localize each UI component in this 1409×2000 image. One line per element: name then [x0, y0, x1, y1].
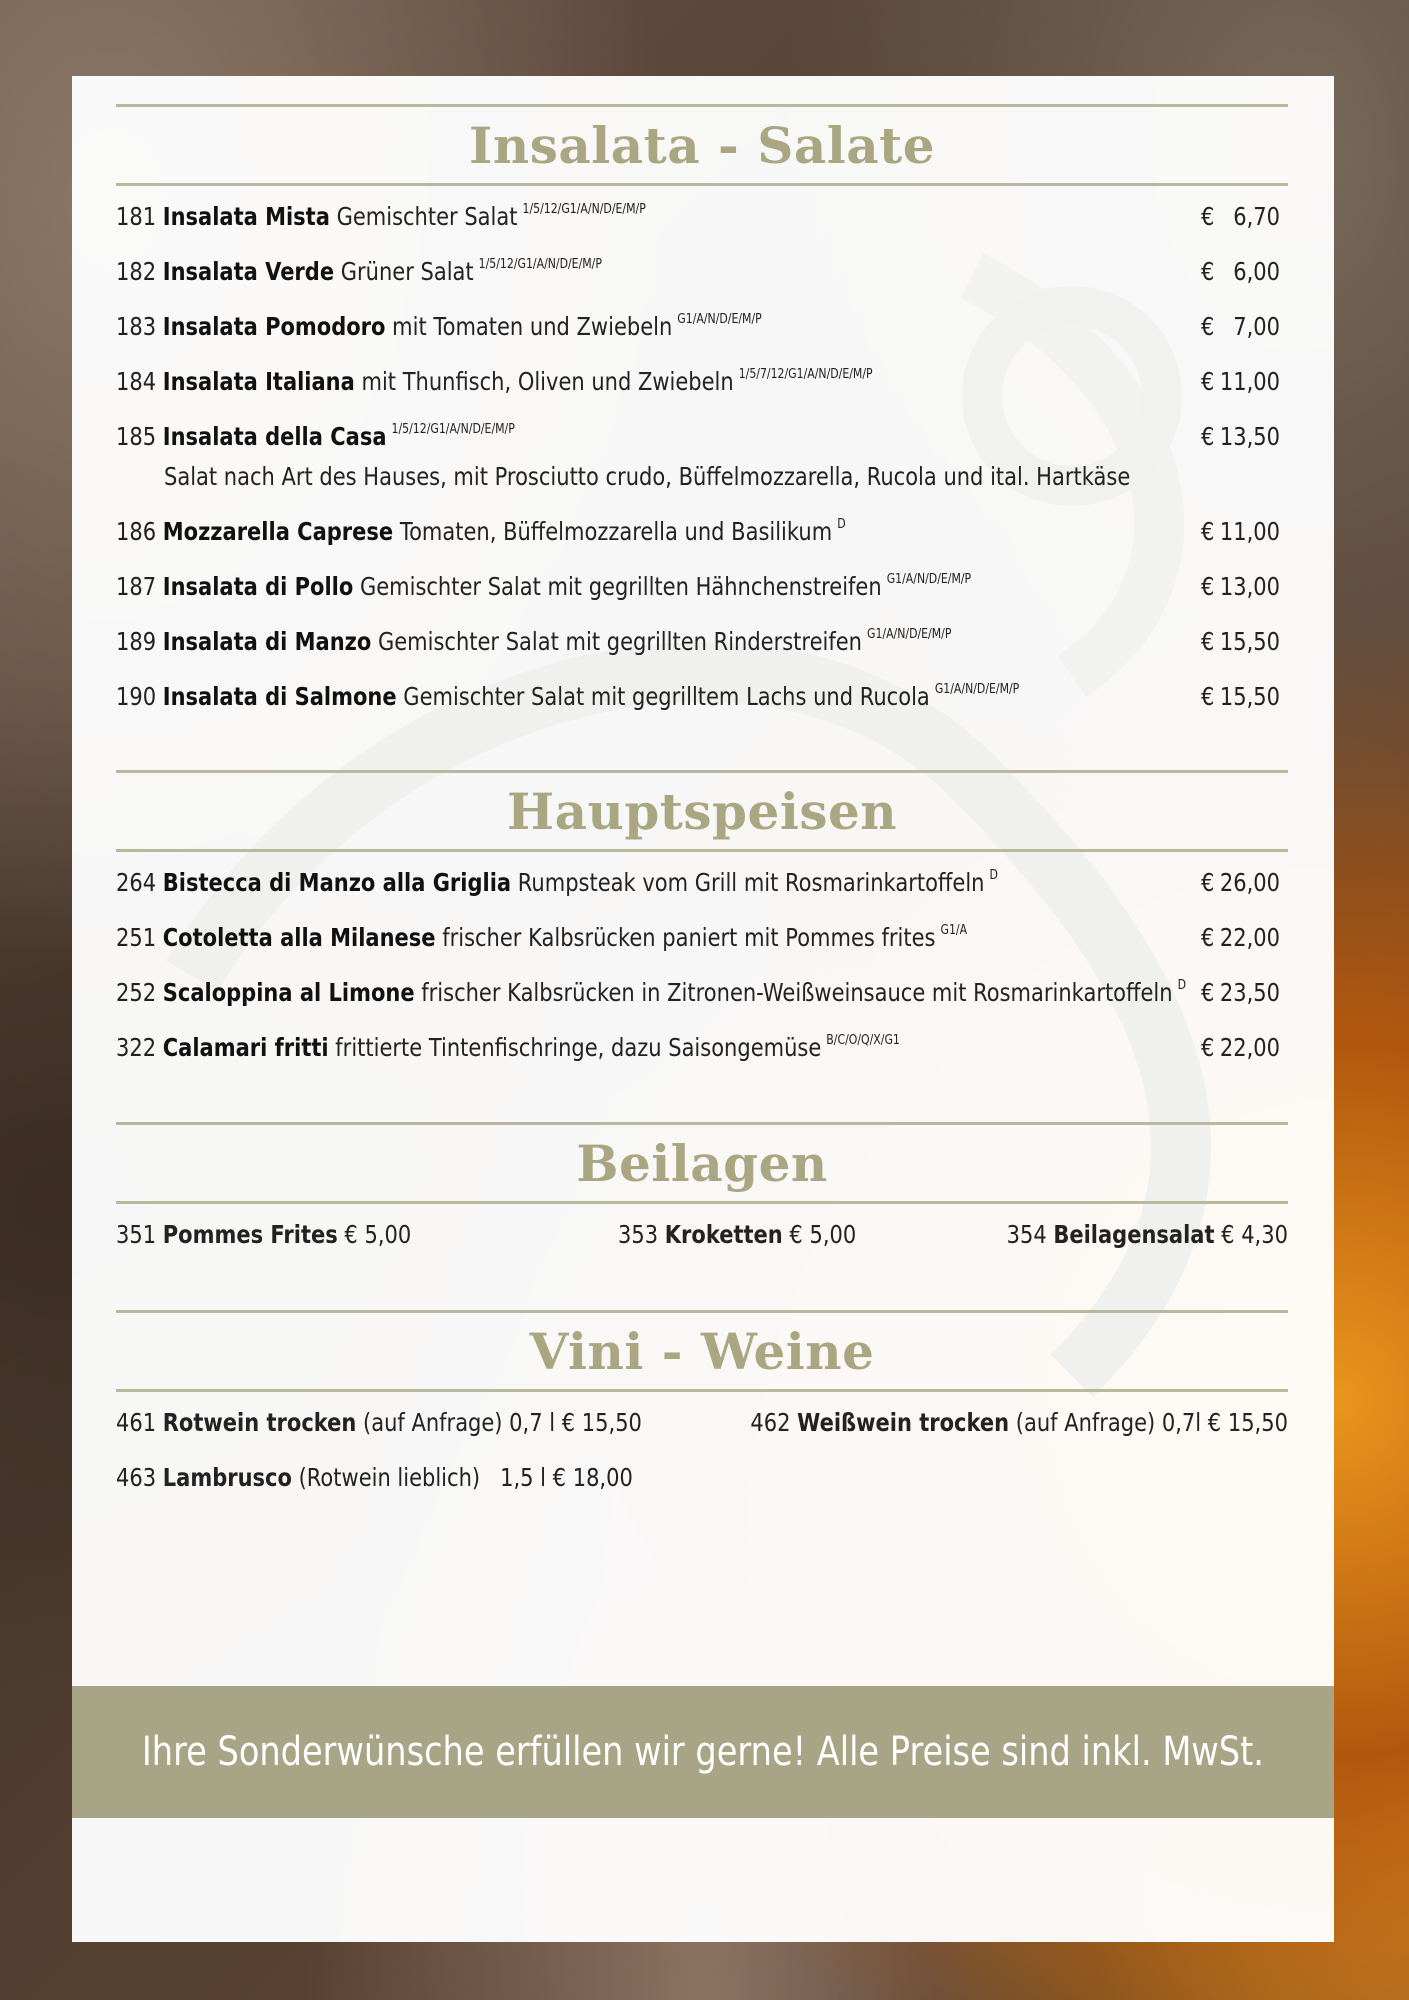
menu-item: 187 Insalata di Pollo Gemischter Salat mit gegrillten Hähnchenstreifen $^{G1/A/N/D/E/M/P}$ € 13,00	[116, 572, 1280, 601]
rule-bottom	[116, 849, 1288, 852]
section-salads	[116, 104, 1288, 725]
wine-item: 461 Rotwein trocken (auf Anfrage) 0,7 l € 15,50	[116, 1408, 642, 1437]
section-title-mains: Hauptspeisen	[506, 782, 898, 841]
menu-item: 264 Bistecca di Manzo alla Griglia Rumpsteak vom Grill mit Rosmarinkartoffeln $^D$ € 26,00	[116, 868, 1280, 897]
side-item: 354 Beilagensalat € 4,30	[1006, 1220, 1288, 1249]
menu-item: 184 Insalata Italiana mit Thunfisch, Oliven und Zwiebeln $^{1/5/7/12/G1/A/N/D/E/M/P}$ € 11,00	[116, 367, 1280, 396]
menu-item: 182 Insalata Verde Grüner Salat $^{1/5/12/G1/A/N/D/E/M/P}$ € 6,00	[116, 257, 1280, 286]
rule-top	[116, 104, 1288, 107]
menu-item: 181 Insalata Mista Gemischter Salat $^{1/5/12/G1/A/N/D/E/M/P}$ € 6,70	[116, 202, 1280, 231]
mains-list	[116, 856, 1288, 1076]
wine-item: 462 Weißwein trocken (auf Anfrage) 0,7l € 15,50	[750, 1408, 1288, 1437]
section-title-wines: Vini - Weine	[529, 1322, 875, 1381]
sides-row	[116, 1208, 1288, 1263]
rule-bottom	[116, 183, 1288, 186]
side-item: 353 Kroketten € 5,00	[618, 1220, 857, 1249]
menu-item: 190 Insalata di Salmone Gemischter Salat mit gegrilltem Lachs und Rucola $^{G1/A/N/D/E/M/P}$ € 15,50	[116, 682, 1280, 711]
wine-item: 463 Lambrusco (Rotwein lieblich) 1,5 l € 18,00	[116, 1463, 633, 1492]
item-subline: Salat nach Art des Hauses, mit Prosciutto crudo, Büffelmozzarella, Rucola und ital. Hartkäse	[164, 462, 1131, 491]
menu-item: 186 Mozzarella Caprese Tomaten, Büffelmozzarella und Basilikum $^D$ € 11,00	[116, 517, 1280, 546]
section-mains	[116, 770, 1288, 1076]
wines-row	[116, 1396, 1288, 1451]
rule-bottom	[116, 1201, 1288, 1204]
footer-banner	[72, 1686, 1334, 1818]
menu-item: 185 Insalata della Casa $^{1/5/12/G1/A/N/D/E/M/P}$ € 13,50 Salat nach Art des Hauses, mit Prosciutto crudo, Büffelmozzarella, Rucola und ital. Hartkäse	[116, 422, 1280, 491]
menu-item: 252 Scaloppina al Limone frischer Kalbsrücken in Zitronen-Weißweinsauce mit Rosmarinkartoffeln $^D$ € 23,50	[116, 978, 1280, 1007]
wines-row	[116, 1451, 1288, 1506]
section-sides	[116, 1122, 1288, 1263]
section-wines	[116, 1310, 1288, 1506]
rule-top	[116, 1310, 1288, 1313]
rule-top	[116, 770, 1288, 773]
menu-item: 322 Calamari fritti frittierte Tintenfischringe, dazu Saisongemüse $^{B/C/O/Q/X/G1}$ € 22,00	[116, 1033, 1280, 1062]
menu-item: 251 Cotoletta alla Milanese frischer Kalbsrücken paniert mit Pommes frites $^{G1/A}$ € 22,00	[116, 923, 1280, 952]
section-title-sides: Beilagen	[576, 1134, 828, 1193]
rule-top	[116, 1122, 1288, 1125]
menu-panel	[72, 76, 1334, 1942]
footer-text: Ihre Sonderwünsche erfüllen wir gerne! Alle Preise sind inkl. MwSt.	[141, 1729, 1265, 1775]
rule-bottom	[116, 1389, 1288, 1392]
section-title-salads: Insalata - Salate	[468, 116, 936, 175]
salads-list	[116, 190, 1288, 725]
menu-item: 183 Insalata Pomodoro mit Tomaten und Zwiebeln $^{G1/A/N/D/E/M/P}$ € 7,00	[116, 312, 1280, 341]
menu-item: 189 Insalata di Manzo Gemischter Salat mit gegrillten Rinderstreifen $^{G1/A/N/D/E/M/P}$ € 15,50	[116, 627, 1280, 656]
side-item: 351 Pommes Frites € 5,00	[116, 1220, 412, 1249]
